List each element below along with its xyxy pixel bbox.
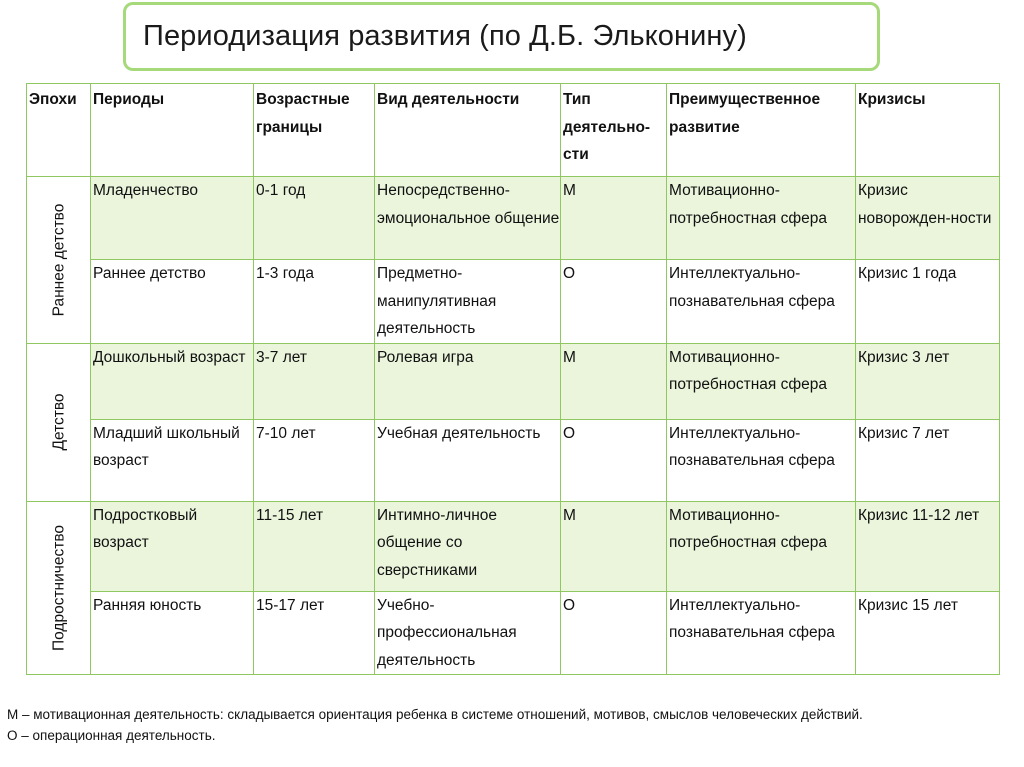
type-cell: О [561, 591, 667, 675]
header-type: Тип деятельно-сти [561, 84, 667, 177]
table-row [27, 343, 1000, 419]
development-cell: Интеллектуально-познавательная сфера [667, 591, 856, 675]
table-row [27, 591, 1000, 675]
footnote [7, 704, 863, 746]
crisis-cell: Кризис 11-12 лет [856, 501, 1000, 591]
header-development: Преимущественное развитие [667, 84, 856, 177]
age-cell: 0-1 год [254, 177, 375, 260]
period-cell: Ранняя юность [91, 591, 254, 675]
age-cell: 7-10 лет [254, 419, 375, 501]
header-periods: Периоды [91, 84, 254, 177]
activity-cell: Непосредственно-эмоциональное общение [375, 177, 561, 260]
crisis-cell: Кризис 3 лет [856, 343, 1000, 419]
header-age: Возрастные границы [254, 84, 375, 177]
age-cell: 3-7 лет [254, 343, 375, 419]
development-cell: Интеллектуально-познавательная сфера [667, 260, 856, 344]
table-header-row [27, 84, 1000, 177]
header-activity: Вид деятельности [375, 84, 561, 177]
epoch-cell [27, 501, 91, 675]
type-cell: М [561, 177, 667, 260]
development-cell: Мотивационно-потребностная сфера [667, 501, 856, 591]
period-cell: Подростковый возраст [91, 501, 254, 591]
table-row [27, 260, 1000, 344]
crisis-cell: Кризис 7 лет [856, 419, 1000, 501]
type-cell: М [561, 501, 667, 591]
activity-cell: Ролевая игра [375, 343, 561, 419]
periodization-table [26, 83, 1000, 675]
type-cell: М [561, 343, 667, 419]
header-crises: Кризисы [856, 84, 1000, 177]
table-row [27, 419, 1000, 501]
activity-cell: Интимно-личное общение со сверстниками [375, 501, 561, 591]
period-cell: Раннее детство [91, 260, 254, 344]
period-cell: Младенчество [91, 177, 254, 260]
epoch-cell [27, 343, 91, 501]
page-title: Периодизация развития (по Д.Б. Эльконину) [123, 2, 880, 71]
activity-cell: Учебно-профессиональная деятельность [375, 591, 561, 675]
epoch-cell [27, 177, 91, 344]
type-cell: О [561, 260, 667, 344]
footnote-line-motivational: М – мотивационная деятельность: складывается ориентация ребенка в системе отношений, мотивов, смыслов человеческих действий. [7, 707, 863, 722]
epoch-label: Подростничество [49, 524, 67, 651]
footnote-line-operational: О – операционная деятельность. [7, 728, 216, 743]
development-cell: Мотивационно-потребностная сфера [667, 343, 856, 419]
period-cell: Дошкольный возраст [91, 343, 254, 419]
age-cell: 1-3 года [254, 260, 375, 344]
development-cell: Интеллектуально-познавательная сфера [667, 419, 856, 501]
period-cell: Младший школьный возраст [91, 419, 254, 501]
crisis-cell: Кризис новорожден-ности [856, 177, 1000, 260]
table-row [27, 177, 1000, 260]
crisis-cell: Кризис 15 лет [856, 591, 1000, 675]
epoch-label: Детство [49, 393, 67, 451]
header-epochs: Эпохи [27, 84, 91, 177]
epoch-label: Раннее детство [49, 203, 67, 317]
development-cell: Мотивационно-потребностная сфера [667, 177, 856, 260]
type-cell: О [561, 419, 667, 501]
age-cell: 15-17 лет [254, 591, 375, 675]
crisis-cell: Кризис 1 года [856, 260, 1000, 344]
table-row [27, 501, 1000, 591]
age-cell: 11-15 лет [254, 501, 375, 591]
activity-cell: Предметно-манипулятивная деятельность [375, 260, 561, 344]
activity-cell: Учебная деятельность [375, 419, 561, 501]
